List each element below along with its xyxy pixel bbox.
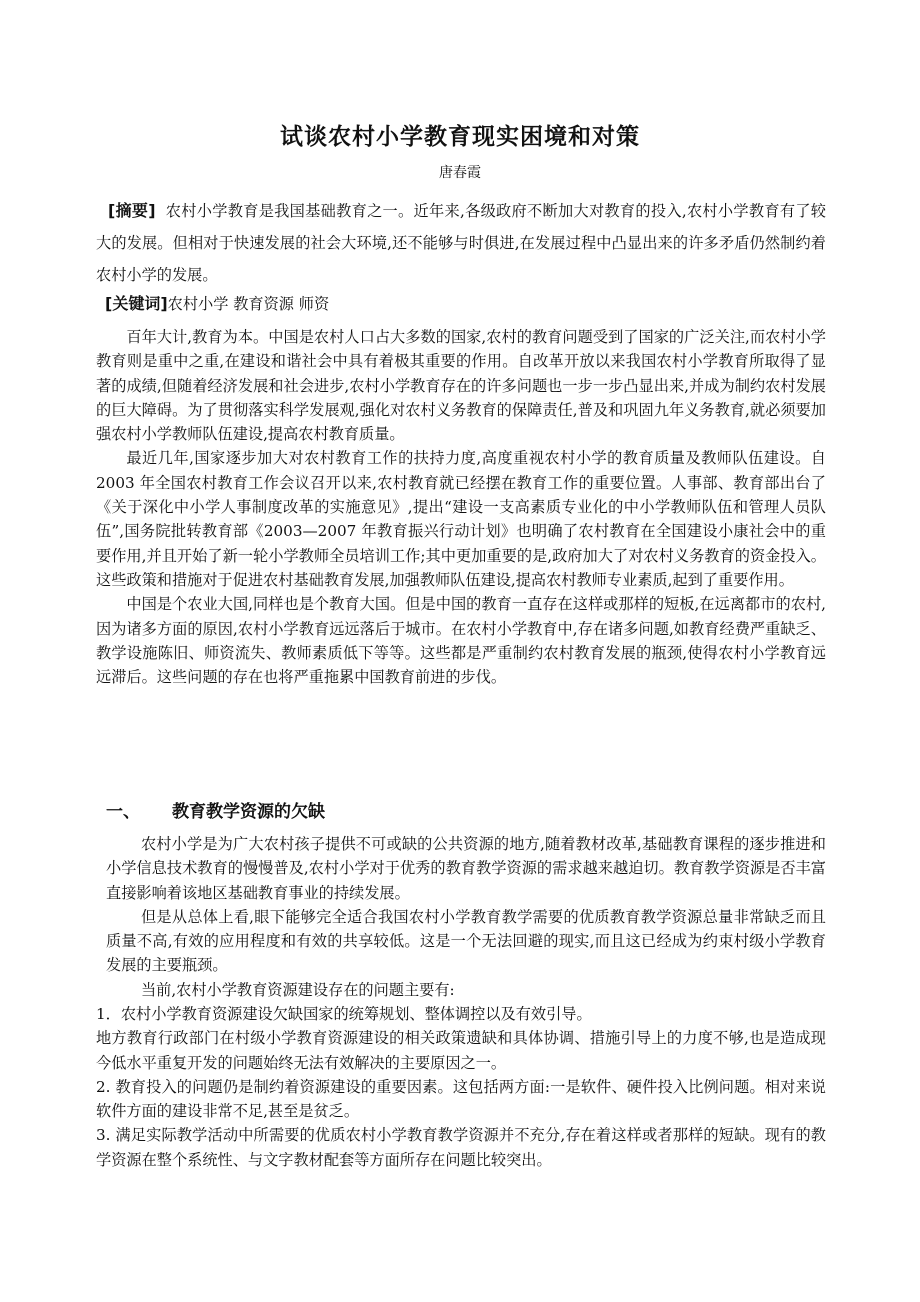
section-heading bbox=[106, 797, 325, 822]
intro-paragraph: 最近几年,国家逐步加大对农村教育工作的扶持力度,高度重视农村小学的教育质量及教师队伍建设。自 2003 年全国农村教育工作会议召开以来,农村教育就已经摆在教育工作的重要位置。人事部、教育部出台了《关于深化中小学人事制度改革的实施意见》,提出“建设一支高素质专业化的中小学教师队伍和管理人员队伍”,国务院批转教育部《2003—2007 年教育振兴行动计划》也明确了农村教育在全国建设小康社会中的重要作用,并且开始了新一轮小学教师全员培训工作;其中更加重要的是,政府加大了对农村义务教育的资金投入。这些政策和措施对于促进农村基础教育发展,加强教师队伍建设,提高农村教师专业素质,起到了重要作用。 bbox=[96, 449, 826, 589]
list-item: 地方教育行政部门在村级小学教育资源建设的相关政策遗缺和具体协调、措施引导上的力度不够,也是造成现今低水平重复开发的问题始终无法有效解决的主要原因之一。 bbox=[96, 1029, 826, 1072]
page-title: 试谈农村小学教育现实困境和对策 bbox=[280, 124, 640, 150]
problem-list bbox=[96, 1002, 826, 1172]
intro-paragraph: 百年大计,教育为本。中国是农村人口占大多数的国家,农村的教育问题受到了国家的广泛关注,而农村小学教育则是重中之重,在建设和谐社会中具有着极其重要的作用。自改革开放以来我国农村小学教育所取得了显著的成绩,但随着经济发展和社会进步,农村小学教育存在的许多问题也一步一步凸显出来,并成为制约农村发展的巨大障碍。为了贯彻落实科学发展观,强化对农村义务教育的保障责任,普及和巩固九年义务教育,就必须要加强农村小学教师队伍建设,提高农村教育质量。 bbox=[96, 328, 826, 444]
list-item: 1．农村小学教育资源建设欠缺国家的统筹规划、整体调控以及有效引导。 bbox=[96, 1005, 592, 1023]
section-paragraph: 但是从总体上看,眼下能够完全适合我国农村小学教育教学需要的优质教育教学资源总量非常缺乏而且质量不高,有效的应用程度和有效的共享较低。这是一个无法回避的现实,而且这已经成为约束村级小学教育发展的主要瓶颈。 bbox=[106, 907, 826, 975]
section-body bbox=[106, 832, 826, 1002]
intro-section bbox=[96, 325, 826, 689]
keywords bbox=[105, 290, 825, 318]
keywords-text: 农村小学 教育资源 师资 bbox=[167, 295, 330, 313]
section-number: 一、 bbox=[106, 802, 140, 822]
author-name: 唐春霞 bbox=[439, 165, 481, 181]
abstract-text: 农村小学教育是我国基础教育之一。近年来,各级政府不断加大对教育的投入,农村小学教育有了较大的发展。但相对于快速发展的社会大环境,还不能够与时俱进,在发展过程中凸显出来的许多矛盾仍然制约着农村小学的发展。 bbox=[96, 202, 826, 284]
abstract-label: [摘要] bbox=[108, 201, 156, 220]
section-title: 教育教学资源的欠缺 bbox=[172, 802, 325, 822]
intro-paragraph: 中国是个农业大国,同样也是个教育大国。但是中国的教育一直存在这样或那样的短板,在远离都市的农村,因为诸多方面的原因,农村小学教育远远落后于城市。在农村小学教育中,存在诸多问题,如教育经费严重缺乏、教学设施陈旧、师资流失、教师素质低下等等。这些都是严重制约农村教育发展的瓶颈,使得农村小学教育远远滞后。这些问题的存在也将严重拖累中国教育前进的步伐。 bbox=[96, 595, 826, 687]
section-paragraph: 农村小学是为广大农村孩子提供不可或缺的公共资源的地方,随着教材改革,基础教育课程的逐步推进和小学信息技术教育的慢慢普及,农村小学对于优秀的教育教学资源的需求越来越迫切。教育教学资源是否丰富直接影响着该地区基础教育事业的持续发展。 bbox=[106, 835, 826, 902]
keywords-label: [关键词] bbox=[105, 294, 168, 313]
section-paragraph: 当前,农村小学教育资源建设存在的问题主要有: bbox=[140, 980, 455, 999]
list-item: 3. 满足实际教学活动中所需要的优质农村小学教育教学资源并不充分,存在着这样或者那样的短缺。现有的教学资源在整个系统性、与文字教材配套等方面所存在问题比较突出。 bbox=[96, 1126, 826, 1169]
list-item: 2. 教育投入的问题仍是制约着资源建设的重要因素。这包括两方面:一是软件、硬件投入比例问题。相对来说软件方面的建设非常不足,甚至是贫乏。 bbox=[96, 1077, 826, 1121]
abstract bbox=[96, 195, 826, 291]
